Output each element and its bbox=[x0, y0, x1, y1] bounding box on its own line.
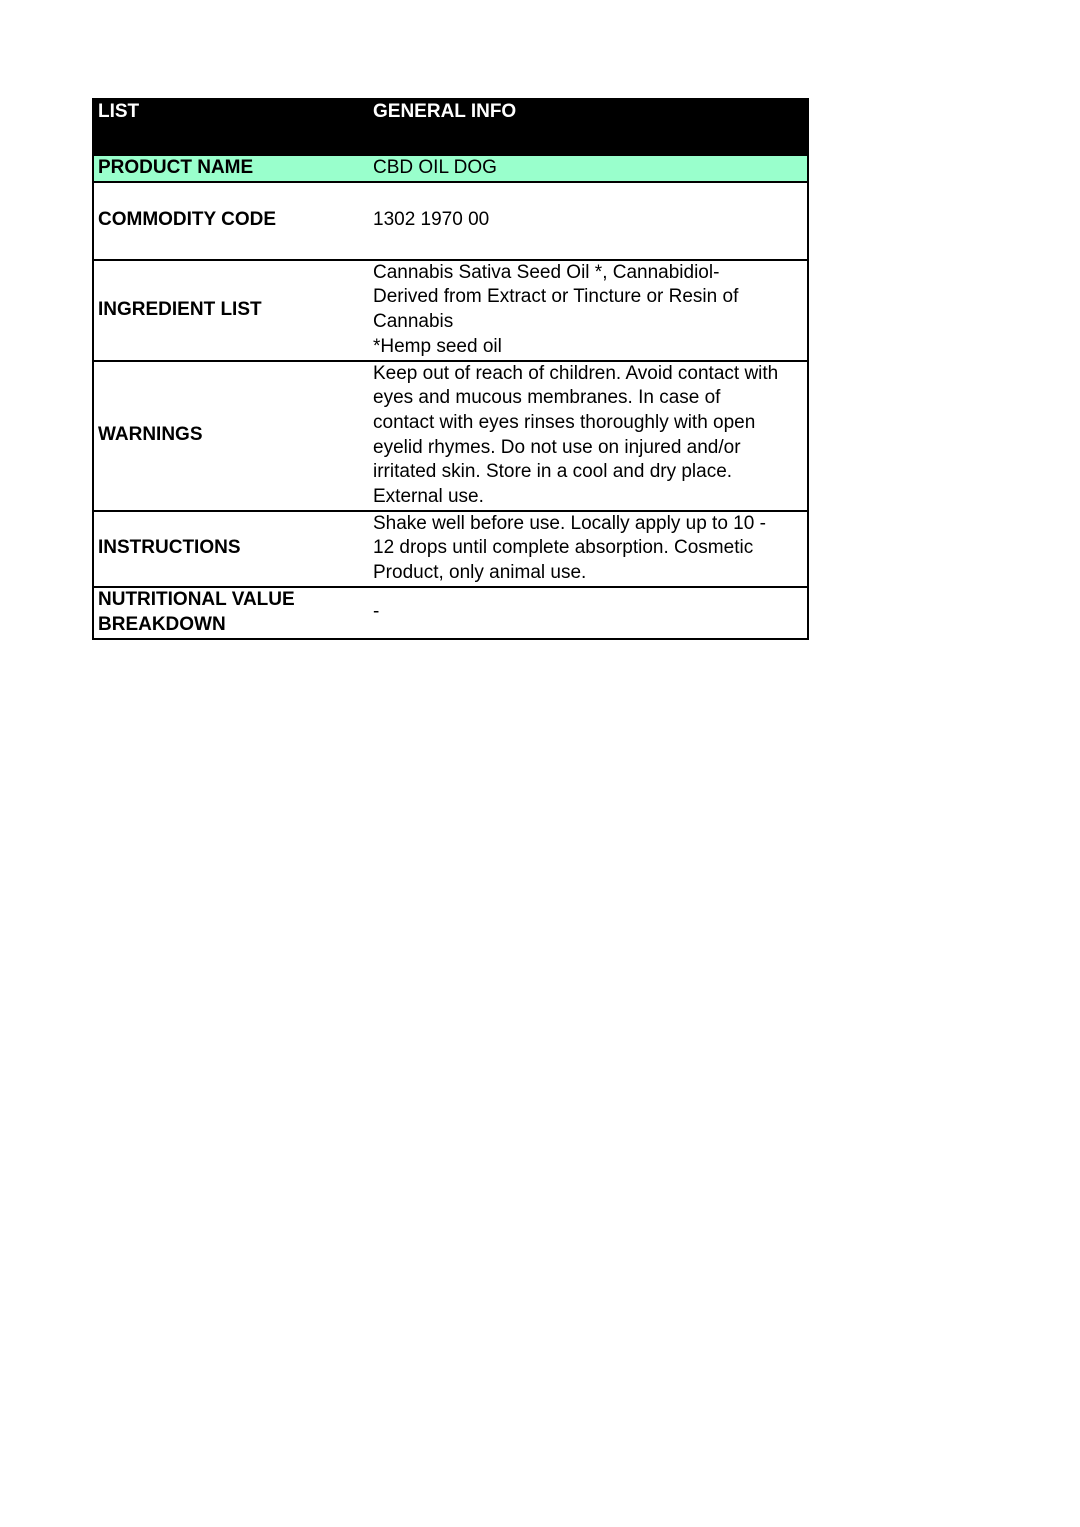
product-info-table bbox=[92, 98, 809, 640]
table-row-commodity-code bbox=[93, 182, 808, 260]
table-row-nutritional-value bbox=[93, 587, 808, 639]
header-list: LIST bbox=[93, 99, 369, 155]
header-general-info: GENERAL INFO bbox=[369, 99, 808, 155]
row-label: INSTRUCTIONS bbox=[93, 511, 369, 587]
row-label: COMMODITY CODE bbox=[93, 182, 369, 260]
row-value: Shake well before use. Locally apply up to 10 - 12 drops until complete absorption. Cosmetic Product, only animal use. bbox=[369, 511, 808, 587]
row-value: Keep out of reach of children. Avoid contact with eyes and mucous membranes. In case of contact with eyes rinses thoroughly with open eyelid rhymes. Do not use on injured and/or irritated skin. Store in a cool and dry place. External use. bbox=[369, 361, 808, 511]
row-label: INGREDIENT LIST bbox=[93, 260, 369, 361]
row-label: WARNINGS bbox=[93, 361, 369, 511]
row-value: 1302 1970 00 bbox=[369, 182, 808, 260]
table-row-ingredient-list bbox=[93, 260, 808, 361]
row-label: NUTRITIONAL VALUE BREAKDOWN bbox=[93, 587, 369, 639]
row-value: - bbox=[369, 587, 808, 639]
row-value: Cannabis Sativa Seed Oil *, Cannabidiol- Derived from Extract or Tincture or Resin of Cannabis *Hemp seed oil bbox=[369, 260, 808, 361]
table-row-product-name bbox=[93, 155, 808, 182]
table-row-instructions bbox=[93, 511, 808, 587]
row-label: PRODUCT NAME bbox=[93, 155, 369, 182]
table-row-warnings bbox=[93, 361, 808, 511]
table-header-row bbox=[93, 99, 808, 155]
row-value: CBD OIL DOG bbox=[369, 155, 808, 182]
